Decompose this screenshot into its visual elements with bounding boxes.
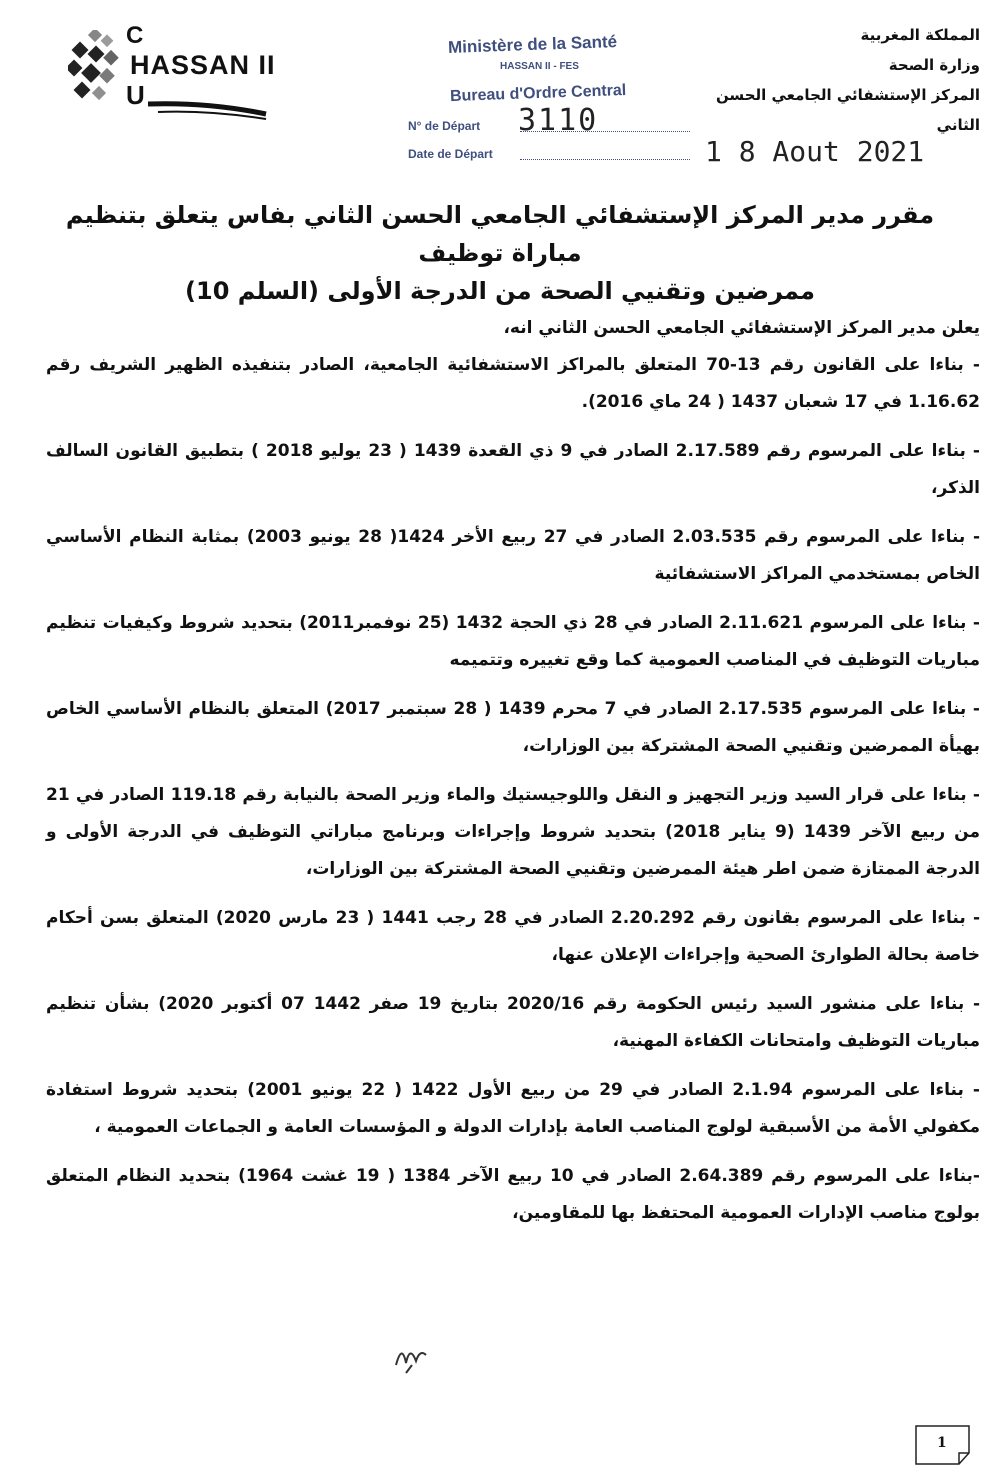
logo-swoosh xyxy=(148,100,268,120)
clause: - بناءا على المرسوم رقم 2.17.589 الصادر في 9 ذي القعدة 1439 ( 23 يوليو 2018 ) بتطبيق القانون السالف الذكر، xyxy=(46,441,980,498)
clause: - بناءا على منشور السيد رئيس الحكومة رقم 2020/16 بتاريخ 19 صفر 1442 07 أكتوبر 2020) بشأن تنظيم مباريات التوظيف وامتحانات الكفاءة المهنية، xyxy=(46,994,981,1051)
page-number-box xyxy=(915,1425,970,1465)
title-line-1: مقرر مدير المركز الإستشفائي الجامعي الحسن الثاني بفاس يتعلق بتنظيم مباراة توظيف xyxy=(65,201,935,267)
title-line-2: ممرضين وتقنيي الصحة من الدرجة الأولى (السلم 10) xyxy=(185,277,815,305)
stamp-date-line xyxy=(520,159,690,160)
clause: - بناءا على المرسوم رقم 2.03.535 الصادر في 27 ربيع الأخر 1424( 28 يونيو 2003) بمثابة النظام الأساسي الخاص بمستخدمي المراكز الاستشفائية xyxy=(46,527,980,584)
logo-letter-u: U xyxy=(126,80,145,110)
clause: - بناءا على المرسوم 2.17.535 الصادر في 7 محرم 1439 ( 28 سبتمبر 2017) المتعلق بالنظام الأساسي الخاص بهيأة الممرضين وتقنيي الصحة المشتركة بين الوزارات، xyxy=(46,699,980,756)
stamp-number-label: N° de Départ xyxy=(408,119,481,133)
logo-letter-c: C xyxy=(126,22,144,49)
page-number: 1 xyxy=(937,1435,947,1451)
stamp-date-label: Date de Départ xyxy=(408,147,493,161)
clause: - بناءا على المرسوم 2.11.621 الصادر في 28 ذي الحجة 1432 (25 نوفمبر2011) بتحديد شروط وكيفيات تنظيم مباريات التوظيف في المناصب العمومية كما وقع تغييره وتتميمه xyxy=(46,613,980,670)
header-center: المركز الإستشفائي الجامعي الحسن الثاني xyxy=(715,86,980,134)
clause: - بناءا على القانون رقم 13-70 المتعلق بالمراكز الاستشفائية الجامعية، الصادر بتنفيذه الظهير الشريف رقم 1.16.62 في 17 شعبان 1437 ( 24 ماي 2016). xyxy=(46,355,980,412)
stamp-date-value: 1 8 Aout 2021 xyxy=(705,135,925,168)
clause: - بناءا على المرسوم بقانون رقم 2.20.292 الصادر في 28 رجب 1441 ( 23 مارس 2020) المتعلق بسن أحكام خاصة بحالة الطوارئ الصحية وإجراءات الإعلان عنها، xyxy=(46,908,981,965)
institution-header xyxy=(680,20,980,140)
decision-body xyxy=(46,310,980,1244)
logo-diamond-marks xyxy=(68,30,128,105)
clause: -بناءا على المرسوم رقم 2.64.389 الصادر في 10 ربيع الآخر 1384 ( 19 غشت 1964) بتحديد النظام المتعلق بولوج مناصب الإدارات العمومية المحتفظ بها للمقاومين، xyxy=(46,1166,980,1223)
body-intro: يعلن مدير المركز الإستشفائي الجامعي الحسن الثاني انه، xyxy=(503,318,980,338)
hospital-logo xyxy=(68,22,278,117)
header-ministry: وزارة الصحة xyxy=(888,56,980,74)
stamp-sub: HASSAN II - FES xyxy=(500,61,579,72)
clause: - بناءا على المرسوم 2.1.94 الصادر في 29 من ربيع الأول 1422 ( 22 يونيو 2001) بتحديد شروط استفادة مكفولي الأمة من الأسبقية لولوج المناصب العامة بإدارات الدولة و المؤسسات العامة و الجماعات العمومية ، xyxy=(46,1080,980,1137)
header-kingdom: المملكة المغربية xyxy=(860,26,980,44)
logo-name: HASSAN II xyxy=(130,50,276,80)
decision-title xyxy=(60,196,940,310)
bureau-stamp xyxy=(400,32,700,170)
stamp-ministry: Ministère de la Santé xyxy=(447,32,618,57)
stamp-bureau: Bureau d'Ordre Central xyxy=(449,81,627,106)
stamp-number-value: 3110 xyxy=(518,103,599,138)
handwritten-initials xyxy=(392,1335,432,1375)
clause: - بناءا على قرار السيد وزير التجهيز و النقل واللوجيستيك والماء وزير الصحة بالنيابة رقم 119.18 الصادر في 21 من ربيع الآخر 1439 (9 يناير 2018) بتحديد شروط وإجراءات وبرنامج مباراتي التوظيف في الدرجة الأولى و الدرجة الممتازة ضمن اطر هيئة الممرضين وتقنيي الصحة المشتركة بين الوزارات، xyxy=(46,785,980,879)
